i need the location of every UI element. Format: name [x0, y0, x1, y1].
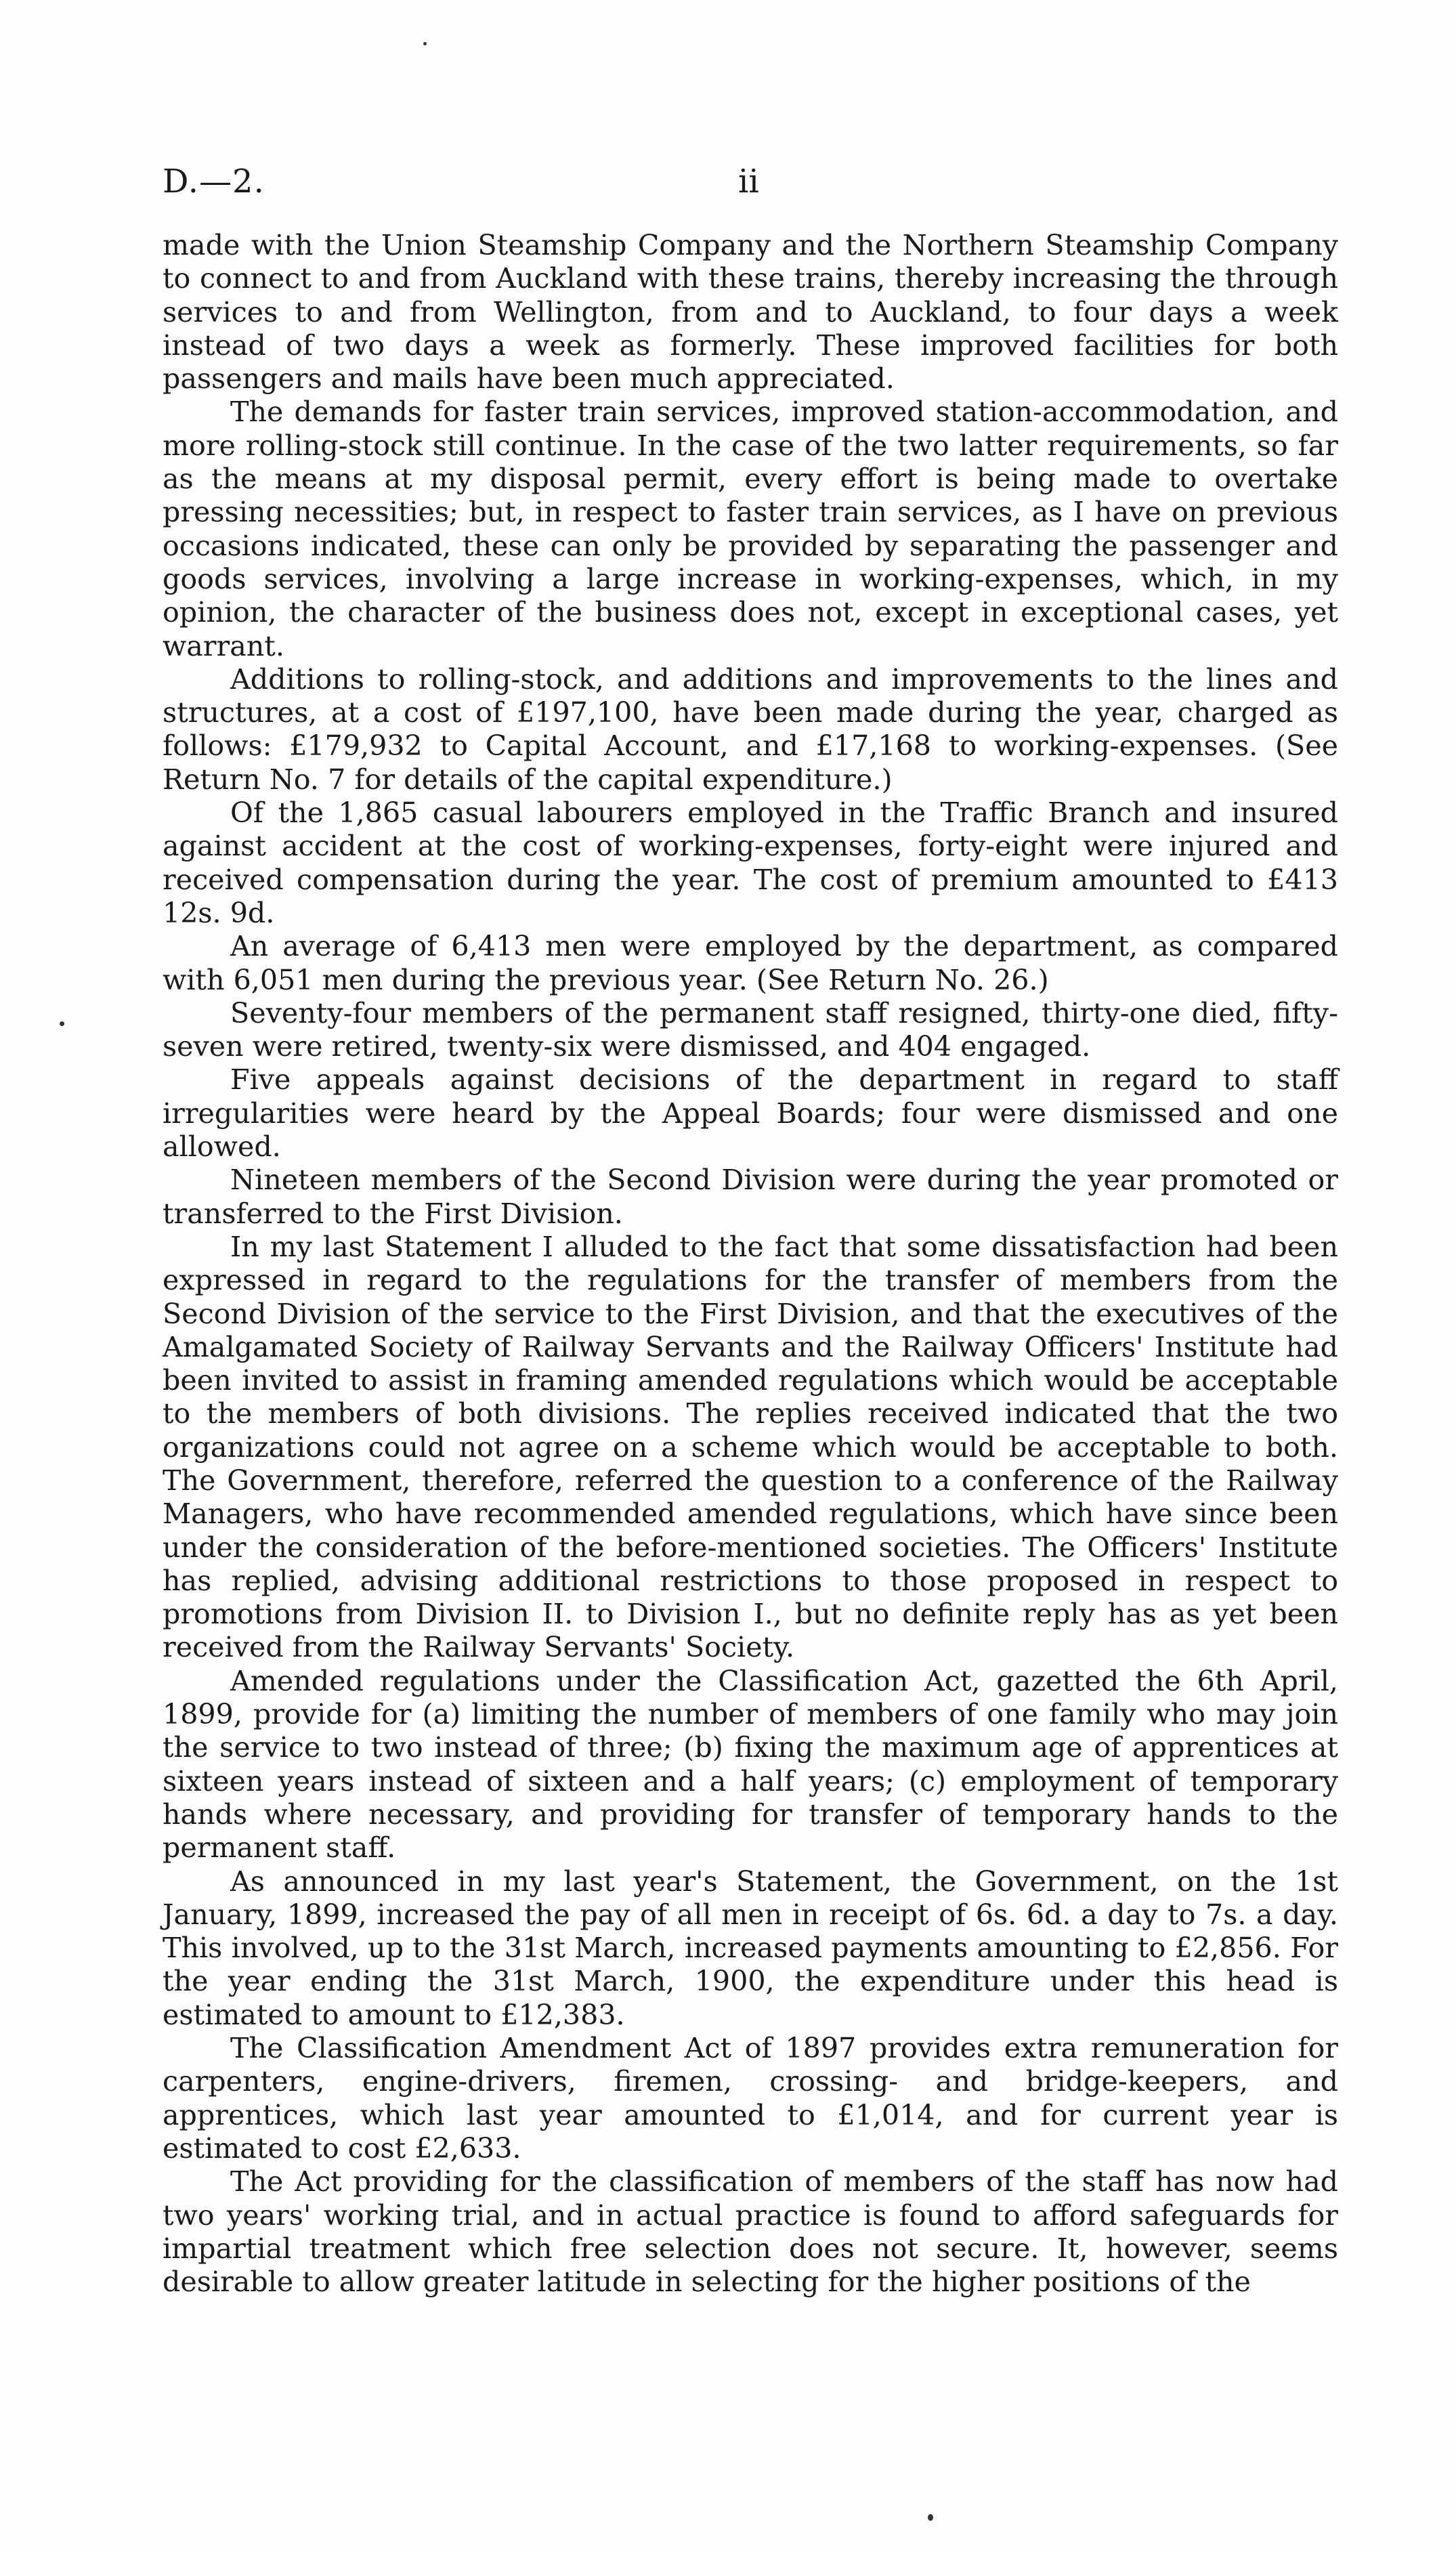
paragraph-8: Nineteen members of the Second Division were during the year promoted or transferred to the First Division. — [163, 1164, 1338, 1230]
paragraph-1: made with the Union Steamship Company and the Northern Steamship Company to connect to and from Auckland with these trains, thereby increasing the through services to and from Wellington, from and to Auckland, to four days a week instead of two days a week as formerly. These improved facilities for both passengers and mails have been much appreciated. — [163, 229, 1338, 396]
paragraph-11: As announced in my last year's Statement, the Government, on the 1st January, 1899, increased the pay of all men in receipt of 6s. 6d. a day to 7s. a day. This involved, up to the 31st March, increased payments amounting to £2,856. For the year ending the 31st March, 1900, the expenditure under this head is estimated to amount to £12,383. — [163, 1865, 1338, 2031]
scan-speck — [928, 2514, 933, 2521]
paragraph-4: Of the 1,865 casual labourers employed in the Traffic Branch and insured against accident at the cost of working-expenses, forty-eight were injured and received compensation during the year. The cost of premium amounted to £413 12s. 9d. — [163, 796, 1338, 929]
paragraph-13: The Act providing for the classification of members of the staff has now had two years' working trial, and in actual practice is found to afford safeguards for impartial treatment which free selection does not secure. It, however, seems desirable to allow greater latitude in selecting for the higher positions of the — [163, 2165, 1338, 2299]
document-reference: D.—2. — [163, 163, 265, 200]
body-text — [163, 229, 1338, 2299]
paragraph-12: The Classification Amendment Act of 1897 provides extra remuneration for carpenters, engine-drivers, firemen, crossing- and bridge-keepers, and apprentices, which last year amounted to £1,014, and for current year is estimated to cost £2,633. — [163, 2032, 1338, 2165]
scan-speck — [60, 1021, 64, 1026]
page-number: ii — [738, 163, 759, 200]
paragraph-6: Seventy-four members of the permanent staff resigned, thirty-one died, fifty-seven were retired, twenty-six were dismissed, and 404 engaged. — [163, 996, 1338, 1063]
paragraph-3: Additions to rolling-stock, and additions and improvements to the lines and structures, at a cost of £197,100, have been made during the year, charged as follows: £179,932 to Capital Account, and £17,168 to working-expenses. (See Return No. 7 for details of the capital expenditure.) — [163, 662, 1338, 796]
paragraph-7: Five appeals against decisions of the department in regard to staff irregularities were heard by the Appeal Boards; four were dismissed and one allowed. — [163, 1063, 1338, 1164]
scan-speck — [423, 42, 427, 45]
paragraph-10: Amended regulations under the Classification Act, gazetted the 6th April, 1899, provide for (a) limiting the number of members of one family who may join the service to two instead of three; (b) fixing the maximum age of apprentices at sixteen years instead of sixteen and a half years; (c) employment of temporary hands where necessary, and providing for transfer of temporary hands to the permanent staff. — [163, 1664, 1338, 1865]
page-header — [163, 161, 1341, 202]
paragraph-9: In my last Statement I alluded to the fact that some dissatisfaction had been expressed in regard to the regulations for the transfer of members from the Second Division of the service to the First Division, and that the executives of the Amalgamated Society of Railway Servants and the Railway Officers' Institute had been invited to assist in framing amended regulations which would be acceptable to the members of both divisions. The replies received indicated that the two organizations could not agree on a scheme which would be acceptable to both. The Government, therefore, referred the question to a conference of the Railway Managers, who have recommended amended regulations, which have since been under the consideration of the before-mentioned societies. The Officers' Institute has replied, advising additional restrictions to those proposed in respect to promotions from Division II. to Division I., but no definite reply has as yet been received from the Railway Servants' Society. — [163, 1230, 1338, 1664]
paragraph-2: The demands for faster train services, improved station-accommodation, and more rolling-stock still continue. In the case of the two latter requirements, so far as the means at my disposal permit, every effort is being made to overtake pressing necessities; but, in respect to faster train services, as I have on previous occasions indicated, these can only be provided by separating the passenger and goods services, involving a large increase in working-expenses, which, in my opinion, the character of the business does not, except in exceptional cases, yet warrant. — [163, 396, 1338, 662]
paragraph-5: An average of 6,413 men were employed by the department, as compared with 6,051 men during the previous year. (See Return No. 26.) — [163, 930, 1338, 996]
